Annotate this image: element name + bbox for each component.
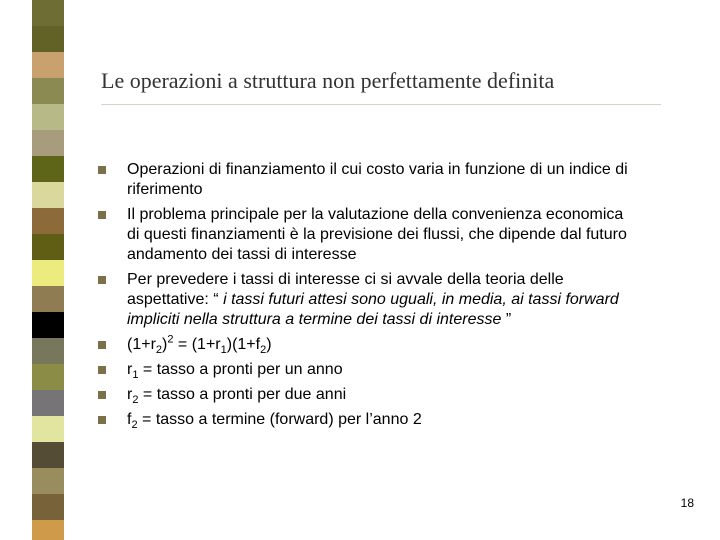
square-bullet-icon (98, 416, 106, 424)
item-text-line (127, 290, 698, 310)
symbol: f (127, 411, 132, 428)
stripe-block (32, 520, 64, 540)
definition-text (127, 360, 698, 380)
formula-subscript: 2 (155, 344, 163, 357)
list-item (98, 385, 698, 405)
item-text-line: riferimento (127, 181, 203, 198)
title-divider (101, 104, 661, 105)
slide-title: Le operazioni a struttura non perfettamente definita (101, 68, 555, 93)
bullet-list (98, 160, 698, 435)
list-item (98, 335, 698, 355)
formula-part: ) (162, 336, 168, 353)
square-bullet-icon (98, 391, 106, 399)
stripe-block (32, 442, 64, 468)
stripe-block (32, 130, 64, 156)
definition-text (127, 410, 698, 430)
stripe-block (32, 494, 64, 520)
formula-text (127, 335, 698, 355)
stripe-block (32, 416, 64, 442)
stripe-block (32, 286, 64, 312)
item-text-line: Per prevedere i tassi di interesse ci si avvale della teoria delle (127, 271, 564, 288)
item-text-line: andamento dei tassi di interesse (127, 246, 357, 263)
stripe-block (32, 364, 64, 390)
square-bullet-icon (98, 366, 106, 374)
item-text-line: di questi finanziamenti è la previsione dei flussi, che dipende dal futuro (127, 226, 627, 243)
definition-text (127, 385, 698, 405)
italic-quote-text: i tassi futuri attesi sono uguali, in media, ai tassi forward (223, 291, 619, 308)
stripe-block (32, 26, 64, 52)
symbol: r (127, 361, 133, 378)
list-item (98, 410, 698, 430)
formula-part: (1+r (127, 336, 156, 353)
list-item (98, 270, 698, 330)
quote-open: aspettative: “ (127, 291, 219, 308)
item-text-line (127, 310, 698, 330)
italic-quote-text: impliciti nella struttura a termine dei tassi di interesse (127, 311, 502, 328)
symbol-subscript: 2 (131, 419, 138, 432)
item-text-line: Il problema principale per la valutazione della convenienza economica (127, 206, 624, 223)
item-text-line: Operazioni di finanziamento il cui costo varia in funzione di un indice di (127, 161, 628, 178)
square-bullet-icon (98, 276, 106, 284)
definition: = tasso a pronti per due anni (138, 386, 347, 403)
symbol-subscript: 1 (132, 369, 139, 382)
definition: = tasso a termine (forward) per l’anno 2 (137, 411, 422, 428)
stripe-block (32, 260, 64, 286)
symbol: r (127, 386, 133, 403)
formula-part: = (1+r (173, 336, 221, 353)
list-item (98, 160, 698, 200)
list-item (98, 360, 698, 380)
square-bullet-icon (98, 166, 106, 174)
stripe-block (32, 234, 64, 260)
stripe-block (32, 182, 64, 208)
page-number: 18 (680, 496, 694, 510)
formula-part: ) (266, 336, 272, 353)
quote-close: ” (505, 311, 512, 328)
stripe-block (32, 104, 64, 130)
decorative-stripe (0, 0, 70, 540)
symbol-subscript: 2 (132, 394, 139, 407)
formula-superscript: 2 (167, 333, 174, 346)
square-bullet-icon (98, 341, 106, 349)
formula-subscript: 1 (220, 344, 227, 357)
stripe-block (32, 0, 64, 26)
list-item (98, 205, 698, 265)
definition: = tasso a pronti per un anno (138, 361, 343, 378)
stripe-block (32, 208, 64, 234)
formula-subscript: 2 (260, 344, 267, 357)
stripe-block (32, 468, 64, 494)
square-bullet-icon (98, 211, 106, 219)
stripe-block (32, 156, 64, 182)
stripe-block (32, 78, 64, 104)
stripe-block (32, 52, 64, 78)
stripe-block (32, 338, 64, 364)
stripe-block (32, 390, 64, 416)
stripe-block (32, 312, 64, 338)
formula-part: )(1+f (226, 336, 261, 353)
